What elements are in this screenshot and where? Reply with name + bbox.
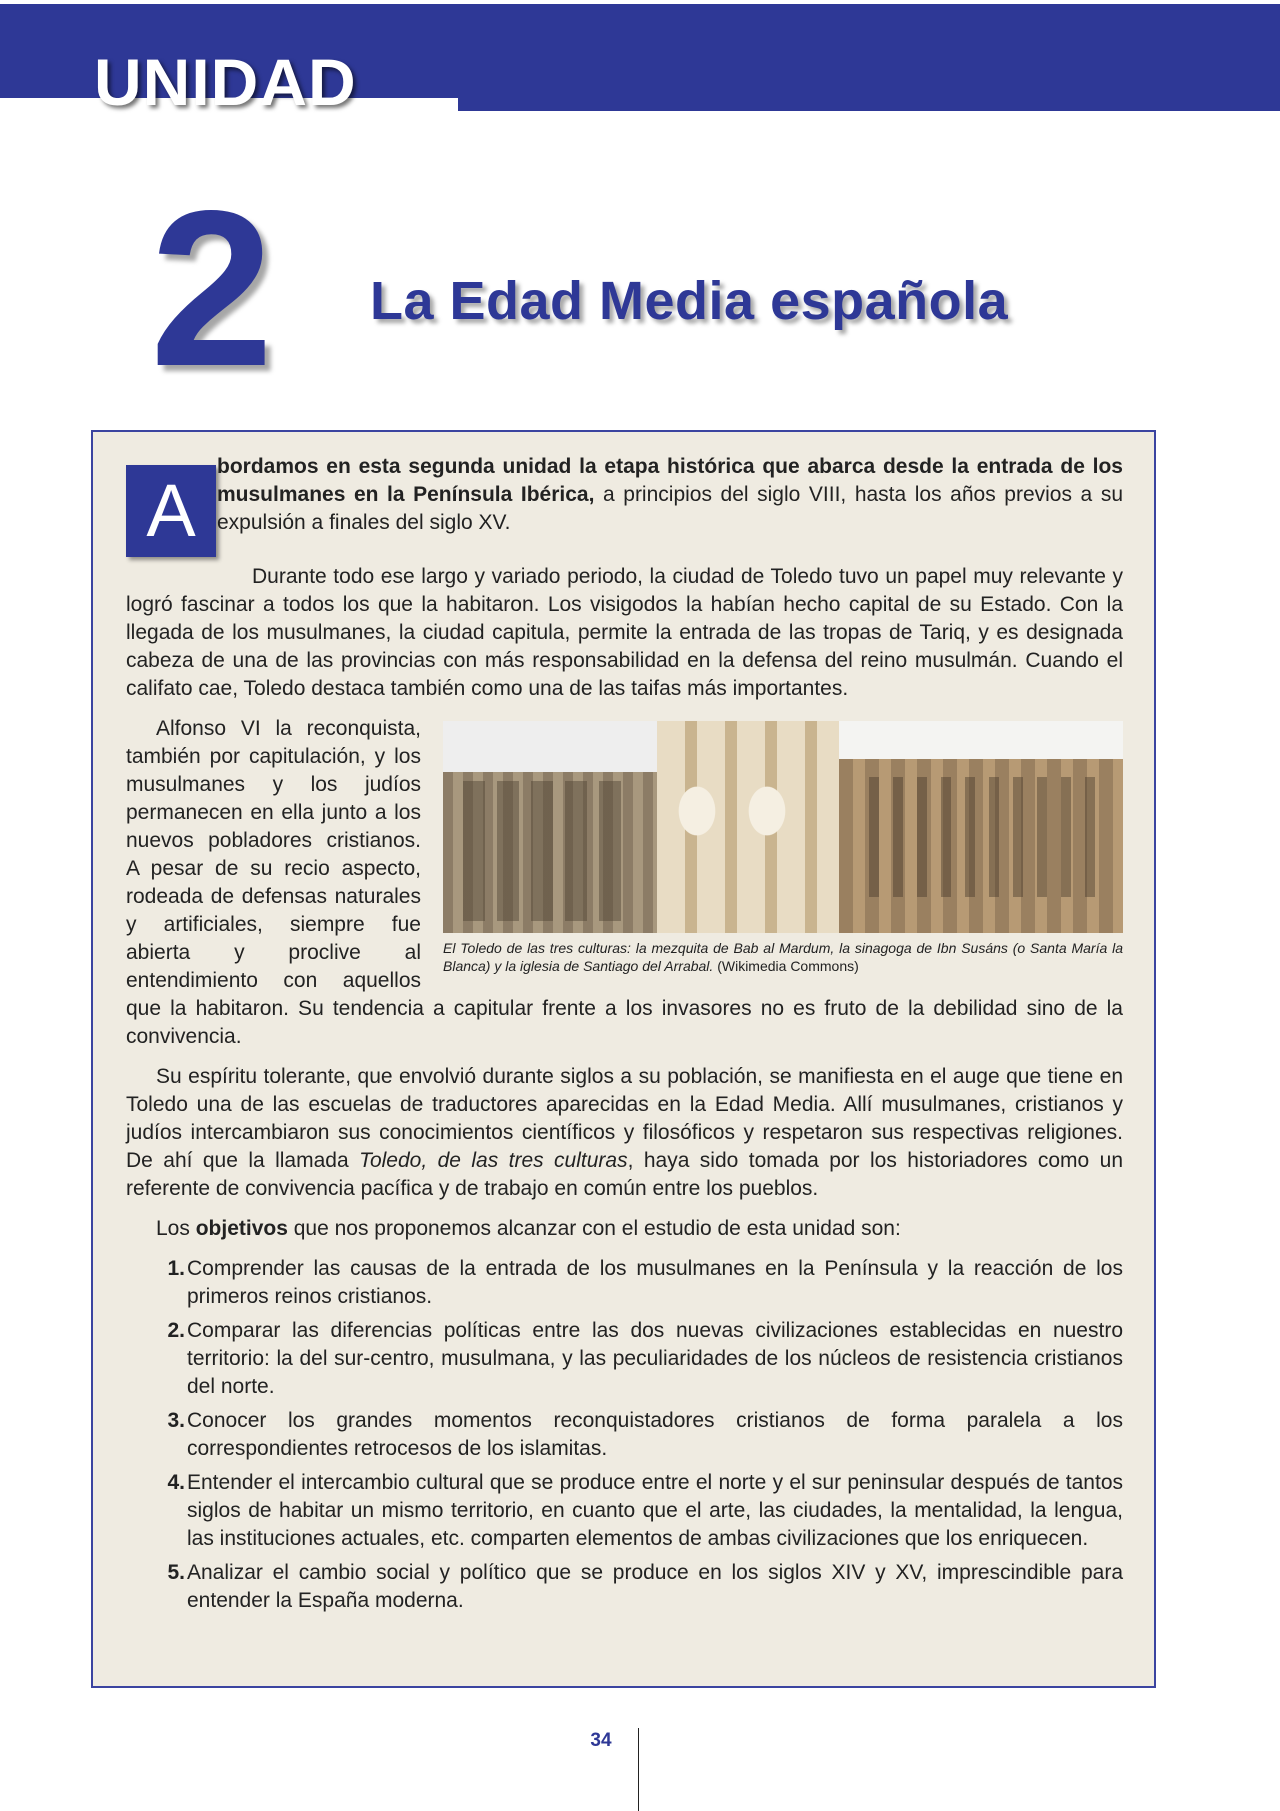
page-rule bbox=[638, 1728, 639, 1811]
paragraph-tolerance bbox=[126, 1063, 1123, 1203]
figure-three-cultures bbox=[443, 721, 1123, 975]
lead-text bbox=[217, 452, 1123, 557]
paragraph-toledo: Durante todo ese largo y variado periodo, la ciudad de Toledo tuvo un papel muy relevante y logró fascinar a todos los que la habitaron. Los visigodos la habían hecho capital de su Estado. Con la llegada de los musulmanes, la ciudad capitula, permite la entrada de las tropas de Tariq, y es designada cabeza de una de las provincias con más responsabilidad en la defensa del reino musulmán. Cuando el califato cae, Toledo destaca también como una de las taifas más importantes. bbox=[126, 565, 1123, 700]
page-number: 34 bbox=[590, 1730, 612, 1751]
lead-bold-text: bordamos en esta segunda unidad la etapa histórica que abarca desde la entrada de los musulmanes en la Península Ibérica, bbox=[217, 455, 1123, 506]
unit-word: UNIDAD bbox=[94, 45, 357, 119]
objectives-list bbox=[126, 1255, 1123, 1615]
p3-italic: Toledo, de las tres culturas bbox=[359, 1149, 628, 1172]
paragraph-alfonso: Alfonso VI la reconquista, también por capitulación, y los musulmanes y los judíos permanecen en ella junto a los nuevos pobladores cristianos. A pesar de su recio aspecto, rodeada de defensas naturales y artificiales, siempre fue abierta y proclive al entendimiento con aquellos que la habitaron. Su tendencia a capitular frente a los invasores no es fruto de la debilidad sino de la convivencia. bbox=[126, 717, 1123, 1048]
objective-number: 2. bbox=[167, 1319, 185, 1342]
mosque-photo bbox=[443, 721, 657, 933]
objective-number: 4. bbox=[167, 1471, 185, 1494]
objective-item bbox=[126, 1559, 1123, 1615]
objective-item bbox=[126, 1469, 1123, 1553]
unit-number: 2 bbox=[150, 165, 274, 413]
objective-text: Comparar las diferencias políticas entre las dos nuevas civilizaciones establecidas en nuestro territorio: la del sur-centro, musulmana, y las peculiaridades de los núcleos de resistencia cristianos del norte. bbox=[187, 1319, 1123, 1398]
objective-number: 1. bbox=[167, 1257, 185, 1280]
objectives-intro-before: Los bbox=[156, 1217, 196, 1240]
objectives-intro-bold: objetivos bbox=[195, 1217, 288, 1240]
objective-item bbox=[126, 1255, 1123, 1311]
objective-item bbox=[126, 1407, 1123, 1463]
drop-cap: A bbox=[126, 465, 216, 557]
panel-body bbox=[126, 452, 1123, 1621]
caption-italic: El Toledo de las tres culturas: la mezquita de Bab al Mardum, la sinagoga de Ibn Susáns (o Santa María la Blanca) y la iglesia de Santiago del Arrabal. bbox=[443, 940, 1123, 974]
church-photo bbox=[839, 721, 1123, 933]
content-panel bbox=[91, 430, 1156, 1688]
synagogue-photo bbox=[657, 721, 839, 933]
figure-caption bbox=[443, 939, 1123, 975]
p3-after: , haya sido tomada por los historiadores como un referente de convivencia pacífica y de trabajo en común entre los pueblos. bbox=[126, 1149, 1124, 1200]
objectives-intro bbox=[126, 1215, 1123, 1243]
objective-text: Comprender las causas de la entrada de los musulmanes en la Península y la reacción de los primeros reinos cristianos. bbox=[187, 1257, 1123, 1308]
p3-before: Su espíritu tolerante, que envolvió durante siglos a su población, se manifiesta en el auge que tiene en Toledo una de las escuelas de traductores aparecidas en la Edad Media. Allí musulmanes, cristianos y judíos intercambiaron sus conocimientos científicos y filosóficos y respetaron sus respectivas religiones. De ahí que la llamada bbox=[126, 1065, 1123, 1172]
unit-title: La Edad Media española bbox=[370, 271, 1009, 331]
objective-number: 5. bbox=[167, 1561, 185, 1584]
photo-strip bbox=[443, 721, 1123, 933]
caption-credit: (Wikimedia Commons) bbox=[713, 958, 859, 974]
objective-text: Conocer los grandes momentos reconquistadores cristianos de forma paralela a los correspondientes retrocesos de los islamitas. bbox=[187, 1409, 1123, 1460]
lead-paragraph bbox=[126, 452, 1123, 557]
objective-text: Analizar el cambio social y político que se produce en los siglos XIV y XV, imprescindible para entender la España moderna. bbox=[187, 1561, 1123, 1612]
lead-rest-text: a principios del siglo VIII, hasta los años previos a su expulsión a finales del siglo XV. bbox=[217, 483, 1123, 534]
objectives-intro-after: que nos proponemos alcanzar con el estudio de esta unidad son: bbox=[287, 1217, 901, 1240]
objective-text: Entender el intercambio cultural que se produce entre el norte y el sur peninsular después de tantos siglos de habitar un mismo territorio, en cuanto que el arte, las ciudades, la mentalidad, la lengua, las instituciones actuales, etc. comparten elementos de ambas civilizaciones que los enriquecen. bbox=[187, 1471, 1123, 1550]
objective-number: 3. bbox=[167, 1409, 185, 1432]
objective-item bbox=[126, 1317, 1123, 1401]
